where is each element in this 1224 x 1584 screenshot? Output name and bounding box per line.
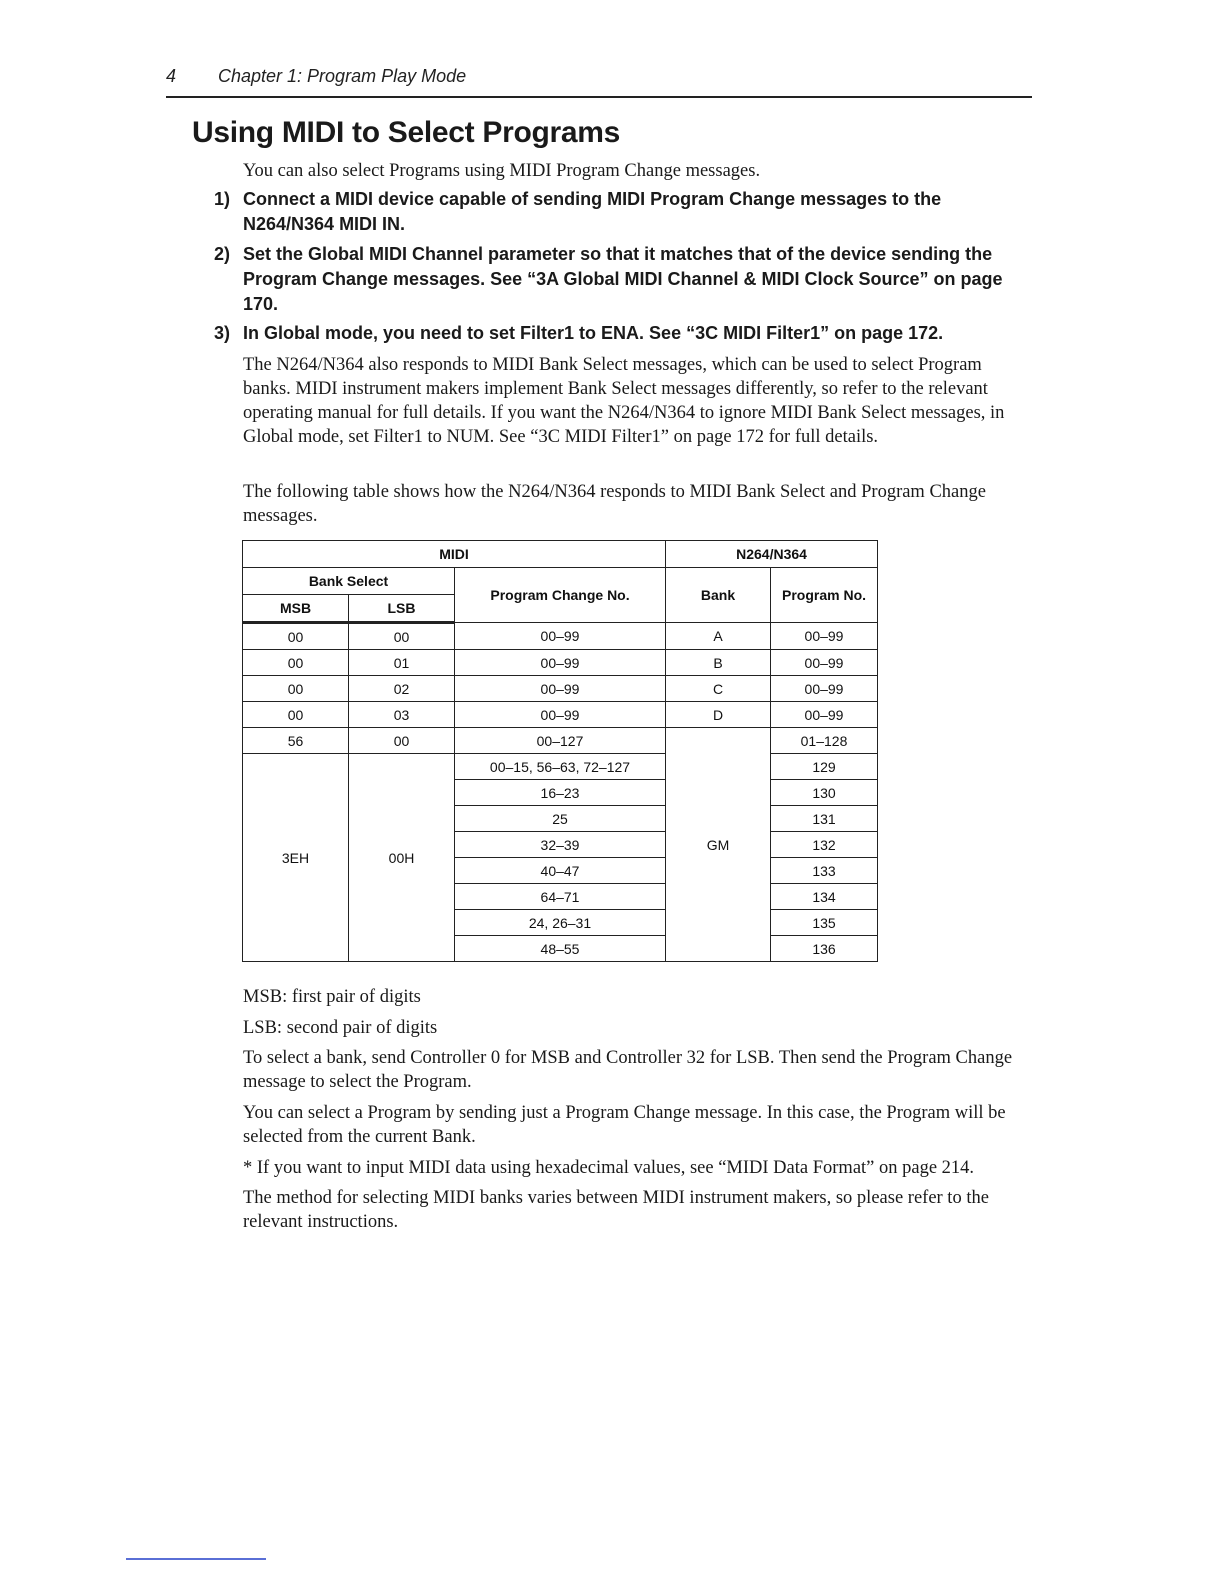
step-number: 2): [214, 244, 231, 264]
program-no-cell: 133: [771, 858, 878, 884]
device-header: N264/N364: [666, 541, 878, 568]
program-change-cell: 25: [455, 806, 666, 832]
table-row: [243, 702, 878, 728]
program-change-cell: 40–47: [455, 858, 666, 884]
program-change-cell: 32–39: [455, 832, 666, 858]
step-text: Connect a MIDI device capable of sending MIDI Program Change messages to the N264/N364 MIDI IN.: [243, 189, 942, 234]
bank-select-paragraph: The N264/N364 also responds to MIDI Bank Select messages, which can be used to select Program banks. MIDI instrument makers implement Bank Select messages differently, so refer to the relevant operating manual for full details. If you want the N264/N364 to ignore MIDI Bank Select messages, in Global mode, set Filter1 to NUM. See “3C MIDI Filter1” on page 172 for full details.: [243, 355, 1005, 447]
table-row: [243, 728, 878, 754]
controller-paragraph: To select a bank, send Controller 0 for MSB and Controller 32 for LSB. Then send the Program Change message to select the Program.: [243, 1048, 1013, 1092]
intro-paragraph: You can also select Programs using MIDI Program Change messages.: [243, 161, 761, 181]
midi-bank-table: [242, 540, 878, 962]
program-no-cell: 129: [771, 754, 878, 780]
chapter-title: Chapter 1: Program Play Mode: [218, 66, 467, 86]
msb-cell: 00: [243, 650, 349, 676]
program-no-cell: 131: [771, 806, 878, 832]
table-row: [243, 650, 878, 676]
program-no-cell: 135: [771, 910, 878, 936]
section-title: Using MIDI to Select Programs: [192, 116, 621, 149]
scan-edge-line: [126, 1558, 266, 1560]
program-no-cell: 00–99: [771, 676, 878, 702]
lsb-cell: 00: [349, 728, 455, 754]
bank-cell: B: [666, 650, 771, 676]
program-no-cell: 00–99: [771, 623, 878, 650]
bank-header: Bank: [666, 568, 771, 623]
table-row: [243, 623, 878, 650]
program-change-cell: 24, 26–31: [455, 910, 666, 936]
table-row: [243, 676, 878, 702]
step-text: Set the Global MIDI Channel parameter so that it matches that of the device sending the Program Change messages. See “3A Global MIDI Channel & MIDI Clock Source” on page 170.: [243, 244, 1003, 314]
program-no-cell: 134: [771, 884, 878, 910]
program-change-cell: 00–99: [455, 650, 666, 676]
step-number: 3): [214, 323, 231, 343]
makers-paragraph: The method for selecting MIDI banks varies between MIDI instrument makers, so please refer to the relevant instructions.: [243, 1188, 989, 1232]
bank-cell: C: [666, 676, 771, 702]
step-2: [214, 242, 1034, 317]
program-no-cell: 130: [771, 780, 878, 806]
program-change-cell: 00–127: [455, 728, 666, 754]
step-number: 1): [214, 189, 231, 209]
step-3: [214, 321, 1034, 346]
msb-note: MSB: first pair of digits: [243, 987, 421, 1007]
bank-cell: D: [666, 702, 771, 728]
program-no-cell: 132: [771, 832, 878, 858]
program-change-cell: 64–71: [455, 884, 666, 910]
program-change-cell: 00–15, 56–63, 72–127: [455, 754, 666, 780]
running-head: [166, 66, 1032, 94]
gm-bank-cell: GM: [666, 728, 771, 962]
table-row: [243, 754, 878, 780]
program-no-header: Program No.: [771, 568, 878, 623]
lsb-cell: 01: [349, 650, 455, 676]
program-change-cell: 00–99: [455, 702, 666, 728]
step-text: In Global mode, you need to set Filter1 to ENA. See “3C MIDI Filter1” on page 172.: [243, 323, 944, 343]
table-intro-paragraph: The following table shows how the N264/N364 responds to MIDI Bank Select and Program Change messages.: [243, 482, 986, 526]
lsb-cell: 03: [349, 702, 455, 728]
bank-select-header: Bank Select: [243, 568, 455, 595]
program-no-cell: 00–99: [771, 650, 878, 676]
program-no-cell: 136: [771, 936, 878, 962]
lsb-cell: 02: [349, 676, 455, 702]
program-no-cell: 01–128: [771, 728, 878, 754]
lsb-note: LSB: second pair of digits: [243, 1018, 438, 1038]
program-change-header: Program Change No.: [455, 568, 666, 623]
step-1: [214, 187, 1034, 237]
midi-header: MIDI: [243, 541, 666, 568]
program-change-cell: 00–99: [455, 623, 666, 650]
program-change-cell: 48–55: [455, 936, 666, 962]
current-bank-paragraph: You can select a Program by sending just a Program Change message. In this case, the Program will be selected from the current Bank.: [243, 1103, 1006, 1147]
program-no-cell: 00–99: [771, 702, 878, 728]
program-change-cell: 00–99: [455, 676, 666, 702]
msb-cell: 00: [243, 676, 349, 702]
bank-cell: A: [666, 623, 771, 650]
page-number: 4: [166, 66, 177, 86]
lsb-header: LSB: [349, 595, 455, 623]
lsb-cell: 00: [349, 623, 455, 650]
msb-header: MSB: [243, 595, 349, 623]
header-rule: [166, 96, 1032, 98]
msb-cell: 00: [243, 623, 349, 650]
program-change-cell: 16–23: [455, 780, 666, 806]
hex-note: * If you want to input MIDI data using hexadecimal values, see “MIDI Data Format” on page 214.: [243, 1158, 975, 1178]
gm-lsb-cell: 00H: [349, 754, 455, 962]
msb-cell: 00: [243, 702, 349, 728]
msb-cell: 56: [243, 728, 349, 754]
gm-msb-cell: 3EH: [243, 754, 349, 962]
